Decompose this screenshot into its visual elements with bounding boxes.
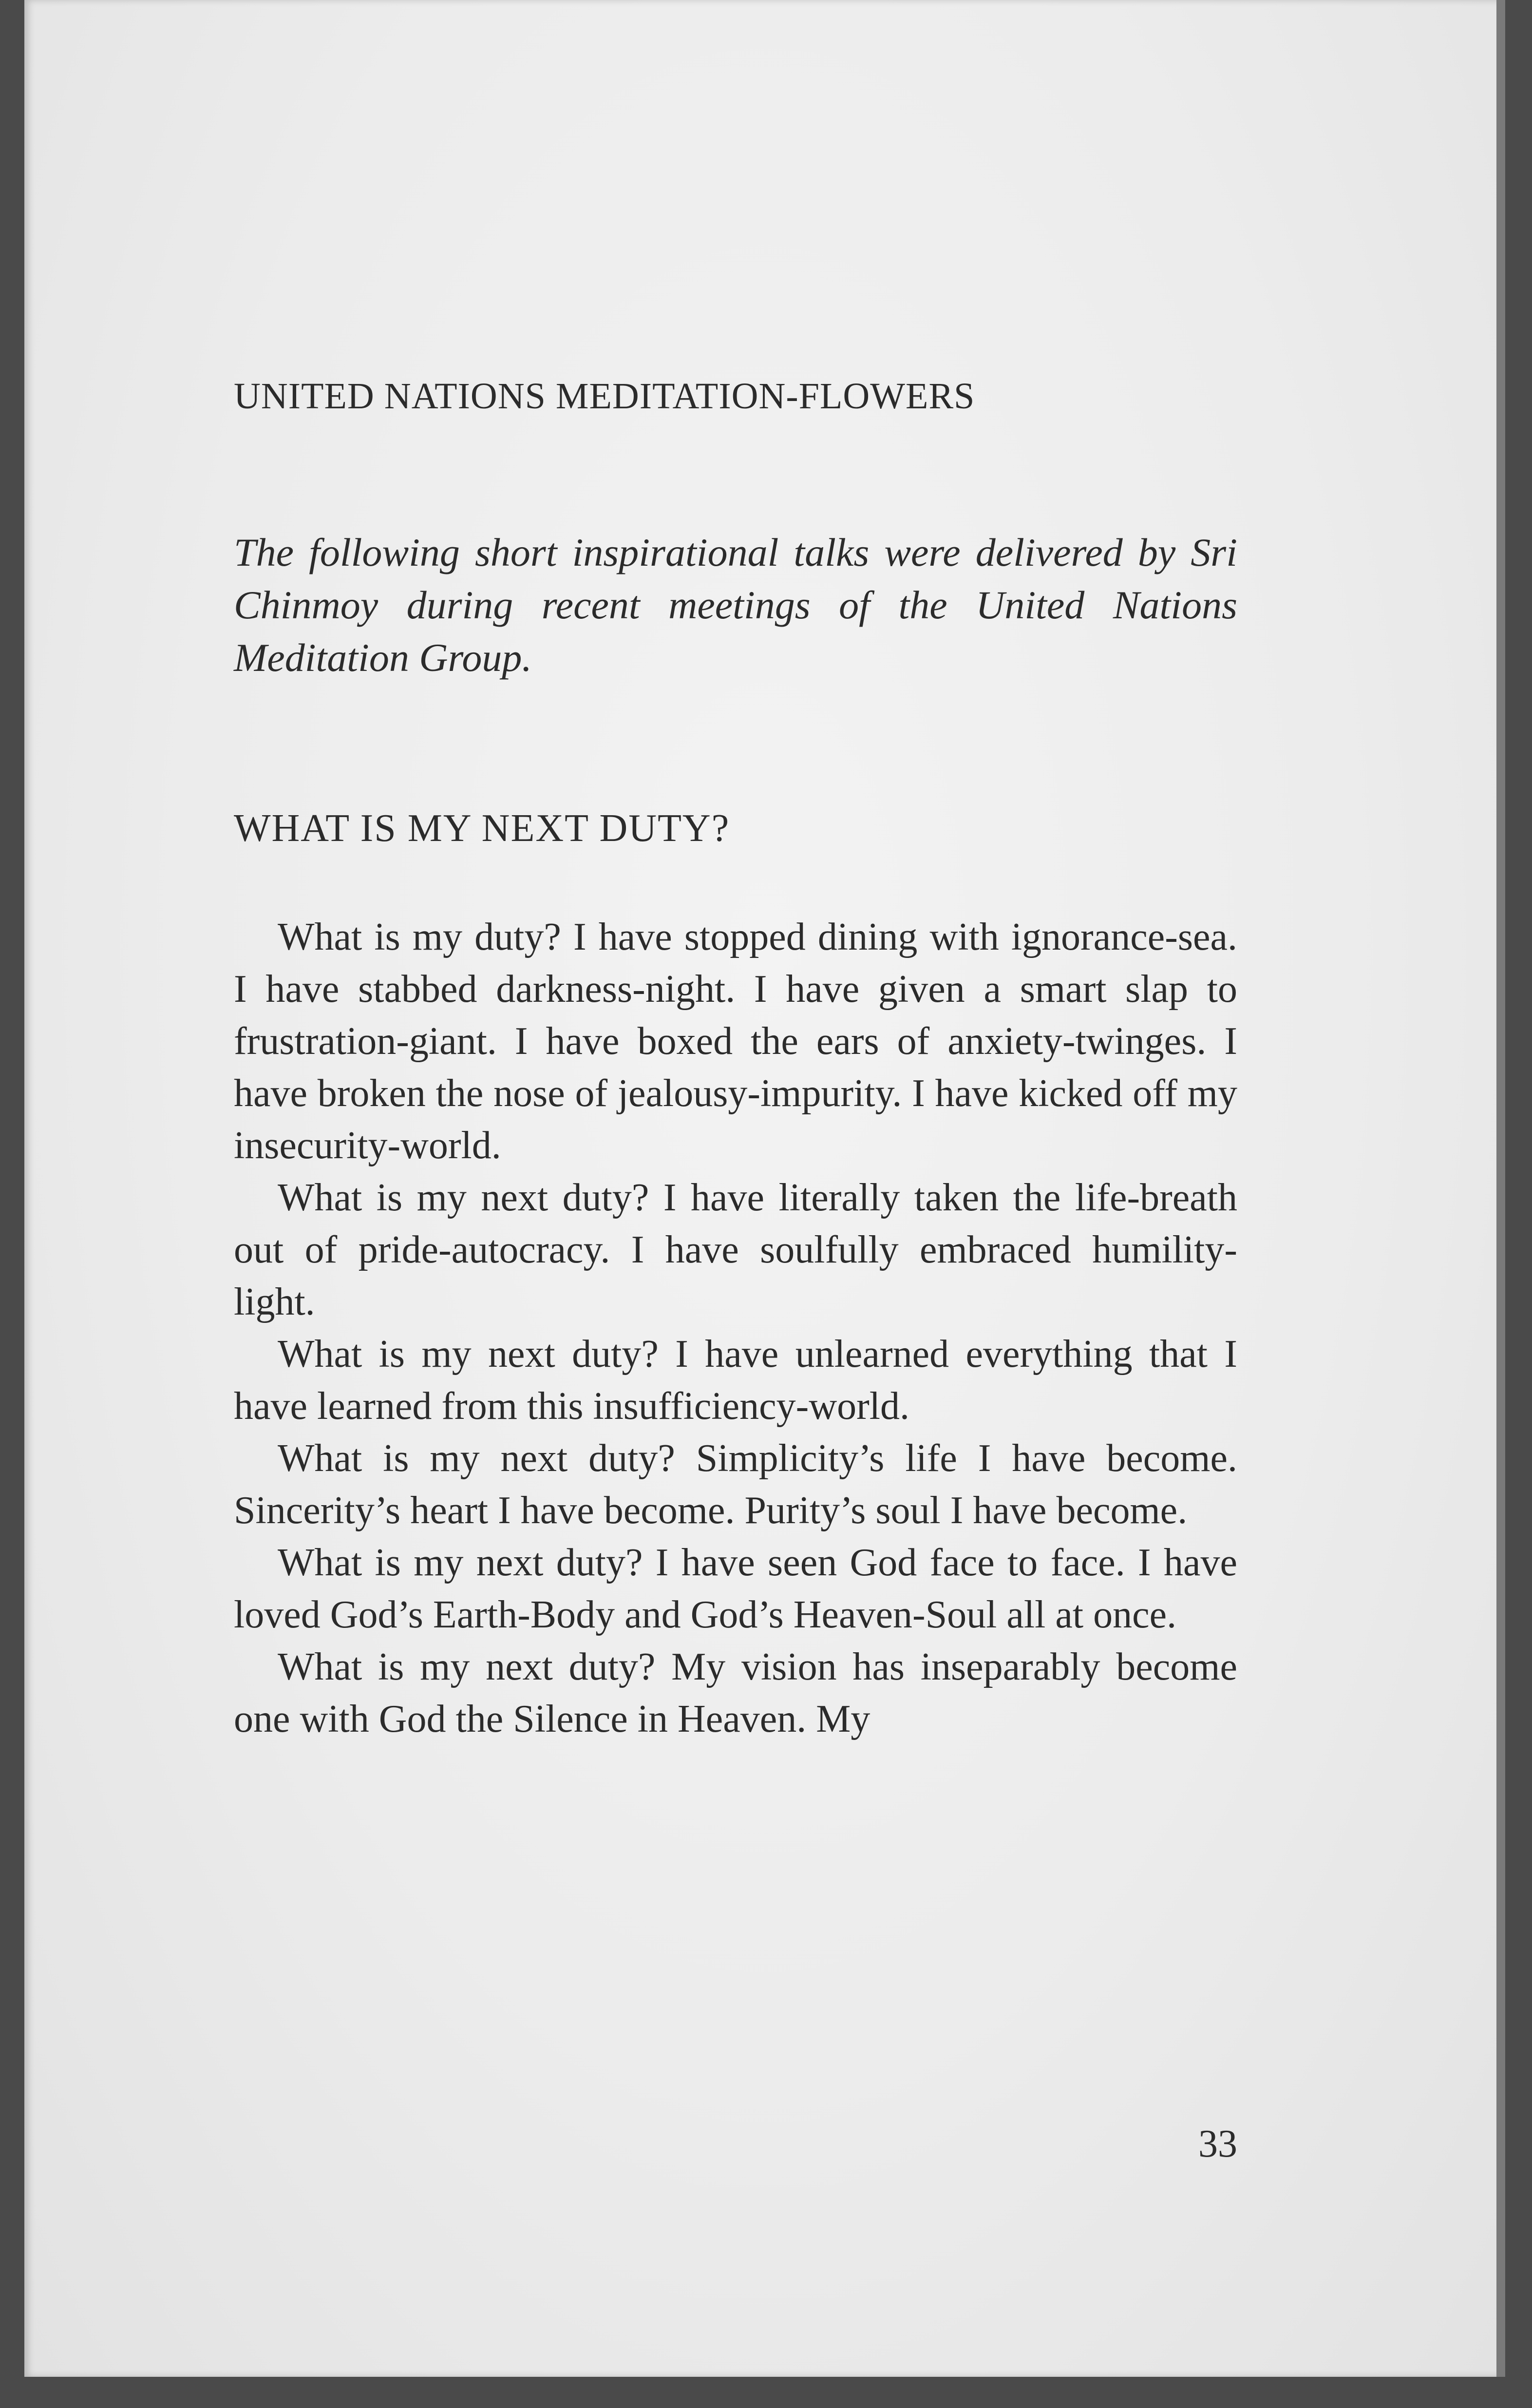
paragraph-4: What is my next duty? Simplicity’s life I have become. Sincerity’s heart I have become. Purity’s soul I have become. [234,1437,1237,1532]
intro-paragraph: The following short inspirational talks were delivered by Sri Chinmoy during recent meetings of the United Nations Meditation Group. [234,530,1237,680]
chapter-title: UNITED NATIONS MEDITATION-FLOWERS [234,376,975,417]
paragraph-5: What is my next duty? I have seen God face to face. I have loved God’s Earth-Body and God’s Heaven-Soul all at once. [234,1541,1237,1636]
paragraph-1: What is my duty? I have stopped dining with ignorance-sea. I have stabbed darkness-night. I have given a smart slap to frustration-giant. I have boxed the ears of anxiety-twinges. I have broken the nose of jealousy-impurity. I have kicked off my insecurity-world. [234,916,1237,1167]
paragraph-2: What is my next duty? I have literally taken the life-breath out of pride-autocracy. I have soulfully embraced humility-light. [234,1176,1237,1323]
section-heading: WHAT IS MY NEXT DUTY? [234,807,730,850]
page-edge-shadow [1496,0,1505,2377]
page-number: 33 [1198,2122,1237,2165]
body-text [234,911,1237,1745]
paragraph-6: What is my next duty? My vision has inseparably become one with God the Silence in Heaven. My [234,1645,1237,1740]
paragraph-3: What is my next duty? I have unlearned everything that I have learned from this insufficiency-world. [234,1333,1237,1428]
